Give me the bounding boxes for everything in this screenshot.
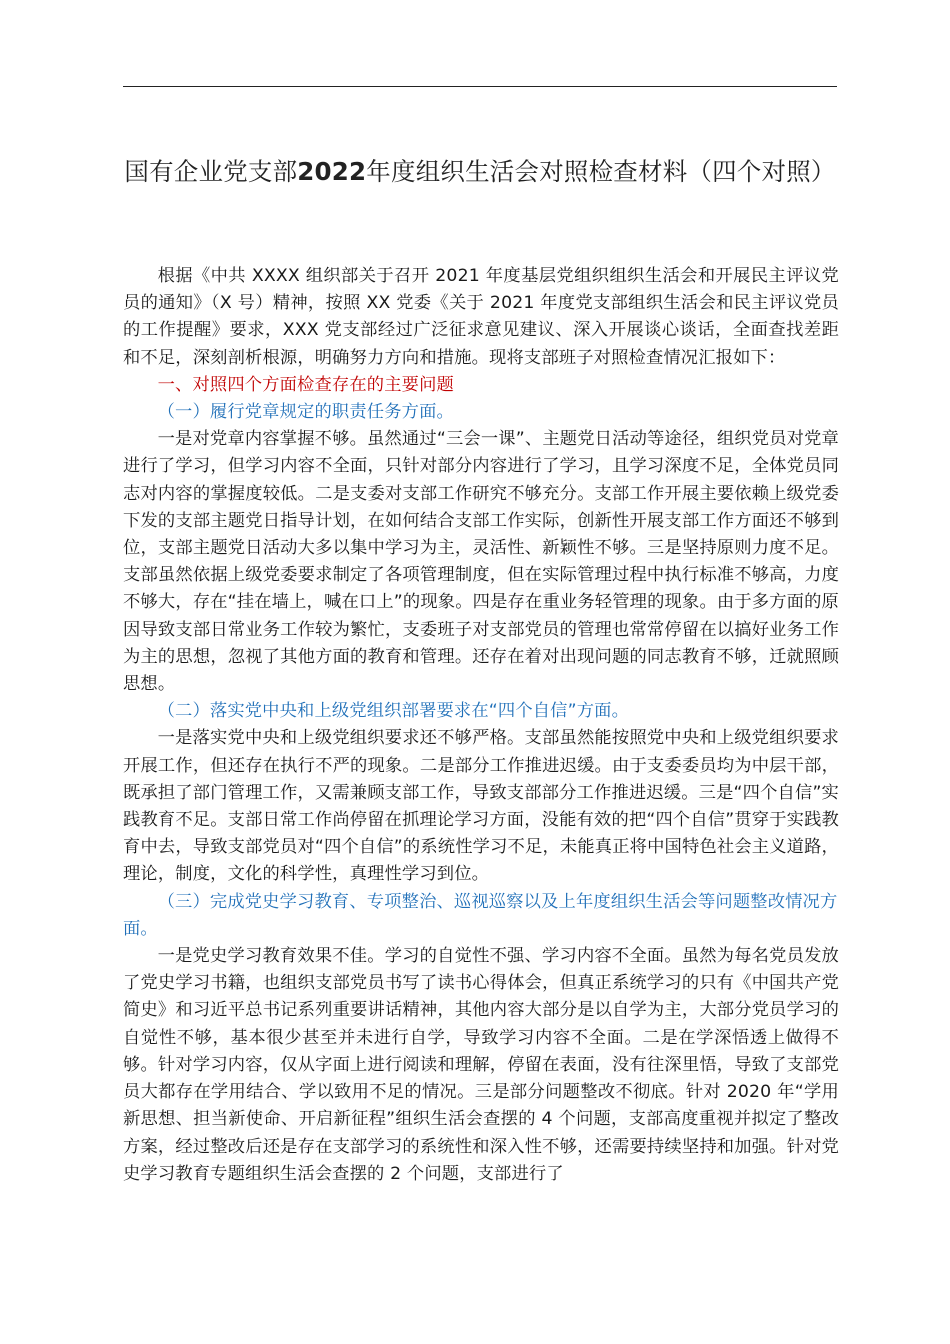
title-part2: 年度组织生活会对照检查材料（四个对照） [366,157,836,186]
title-year: 2022 [297,157,367,186]
document-title [115,146,845,198]
section-heading-1: 一、对照四个方面检查存在的主要问题 [157,374,454,395]
subsection-heading-2: （二）落实党中央和上级党组织部署要求在“四个自信”方面。 [157,701,630,722]
subsection-body-1: 一是对党章内容掌握不够。虽然通过“三会一课”、主题党日活动等途径，组织党员对党章进行了学习，但学习内容不全面，只针对部分内容进行了学习，且学习深度不足，全体党员同志对内容的掌握度较低。二是支委对支部工作研究不够充分。支部工作开展主要依赖上级党委下发的支部主题党日指导计划，在如何结合支部工作实际，创新性开展支部工作方面还不够到位，支部主题党日活动大多以集中学习为主，灵活性、新颖性不够。三是坚持原则力度不足。支部虽然依据上级党委要求制定了各项管理制度，但在实际管理过程中执行标准不够高，力度不够大，存在“挂在墙上，喊在口上”的现象。四是存在重业务轻管理的现象。由于多方面的原因导致支部日常业务工作较为繁忙，支委班子对支部党员的管理也常常停留在以搞好业务工作为主的思想，忽视了其他方面的教育和管理。还存在着对出现问题的同志教育不够，迁就照顾思想。 [123,429,839,695]
header-rule [123,86,837,87]
subsection-heading-1: （一）履行党章规定的职责任务方面。 [157,402,454,423]
subsection-heading-3: （三）完成党史学习教育、专项整治、巡视巡察以及上年度组织生活会等问题整改情况方面。 [123,891,838,939]
subsection-body-3: 一是党史学习教育效果不佳。学习的自觉性不强、学习内容不全面。虽然为每名党员发放了党史学习书籍，也组织支部党员书写了读书心得体会，但真正系统学习的只有《中国共产党简史》和习近平总书记系列重要讲话精神，其他内容大部分是以自学为主，大部分党员学习的自觉性不够，基本很少甚至并未进行自学，导致学习内容不全面。二是在学深悟透上做得不够。针对学习内容，仅从字面上进行阅读和理解，停留在表面，没有往深里悟，导致了支部党员大都存在学用结合、学以致用不足的情况。三是部分问题整改不彻底。针对 2020 年“学用新思想、担当新使命、开启新征程”组织生活会查摆的 4 个问题，支部高度重视并拟定了整改方案，经过整改后还是存在支部学习的系统性和深入性不够，还需要持续坚持和加强。针对党史学习教育专题组织生活会查摆的 2 个问题，支部进行了 [123,946,839,1184]
title-part1: 国有企业党支部 [124,157,298,186]
intro-paragraph: 根据《中共 XXXX 组织部关于召开 2021 年度基层党组织组织生活会和开展民主评议党员的通知》（X 号）精神，按照 XX 党委《关于 2021 年度党支部组织生活会和民主评议党员的工作提醒》要求，XXX 党支部经过广泛征求意见建议、深入开展谈心谈话，全面查找差距和不足，深刻剖析根源，明确努力方向和措施。现将支部班子对照检查情况汇报如下： [123,266,839,368]
document-body [123,263,839,1188]
subsection-body-2: 一是落实党中央和上级党组织要求还不够严格。支部虽然能按照党中央和上级党组织要求开展工作，但还存在执行不严的现象。二是部分工作推进迟缓。由于支委委员均为中层干部，既承担了部门管理工作，又需兼顾支部工作，导致支部部分工作推进迟缓。三是“四个自信”实践教育不足。支部日常工作尚停留在抓理论学习方面，没能有效的把“四个自信”贯穿于实践教育中去，导致支部党员对“四个自信”的系统性学习不足，未能真正将中国特色社会主义道路，理论，制度，文化的科学性，真理性学习到位。 [123,728,839,885]
